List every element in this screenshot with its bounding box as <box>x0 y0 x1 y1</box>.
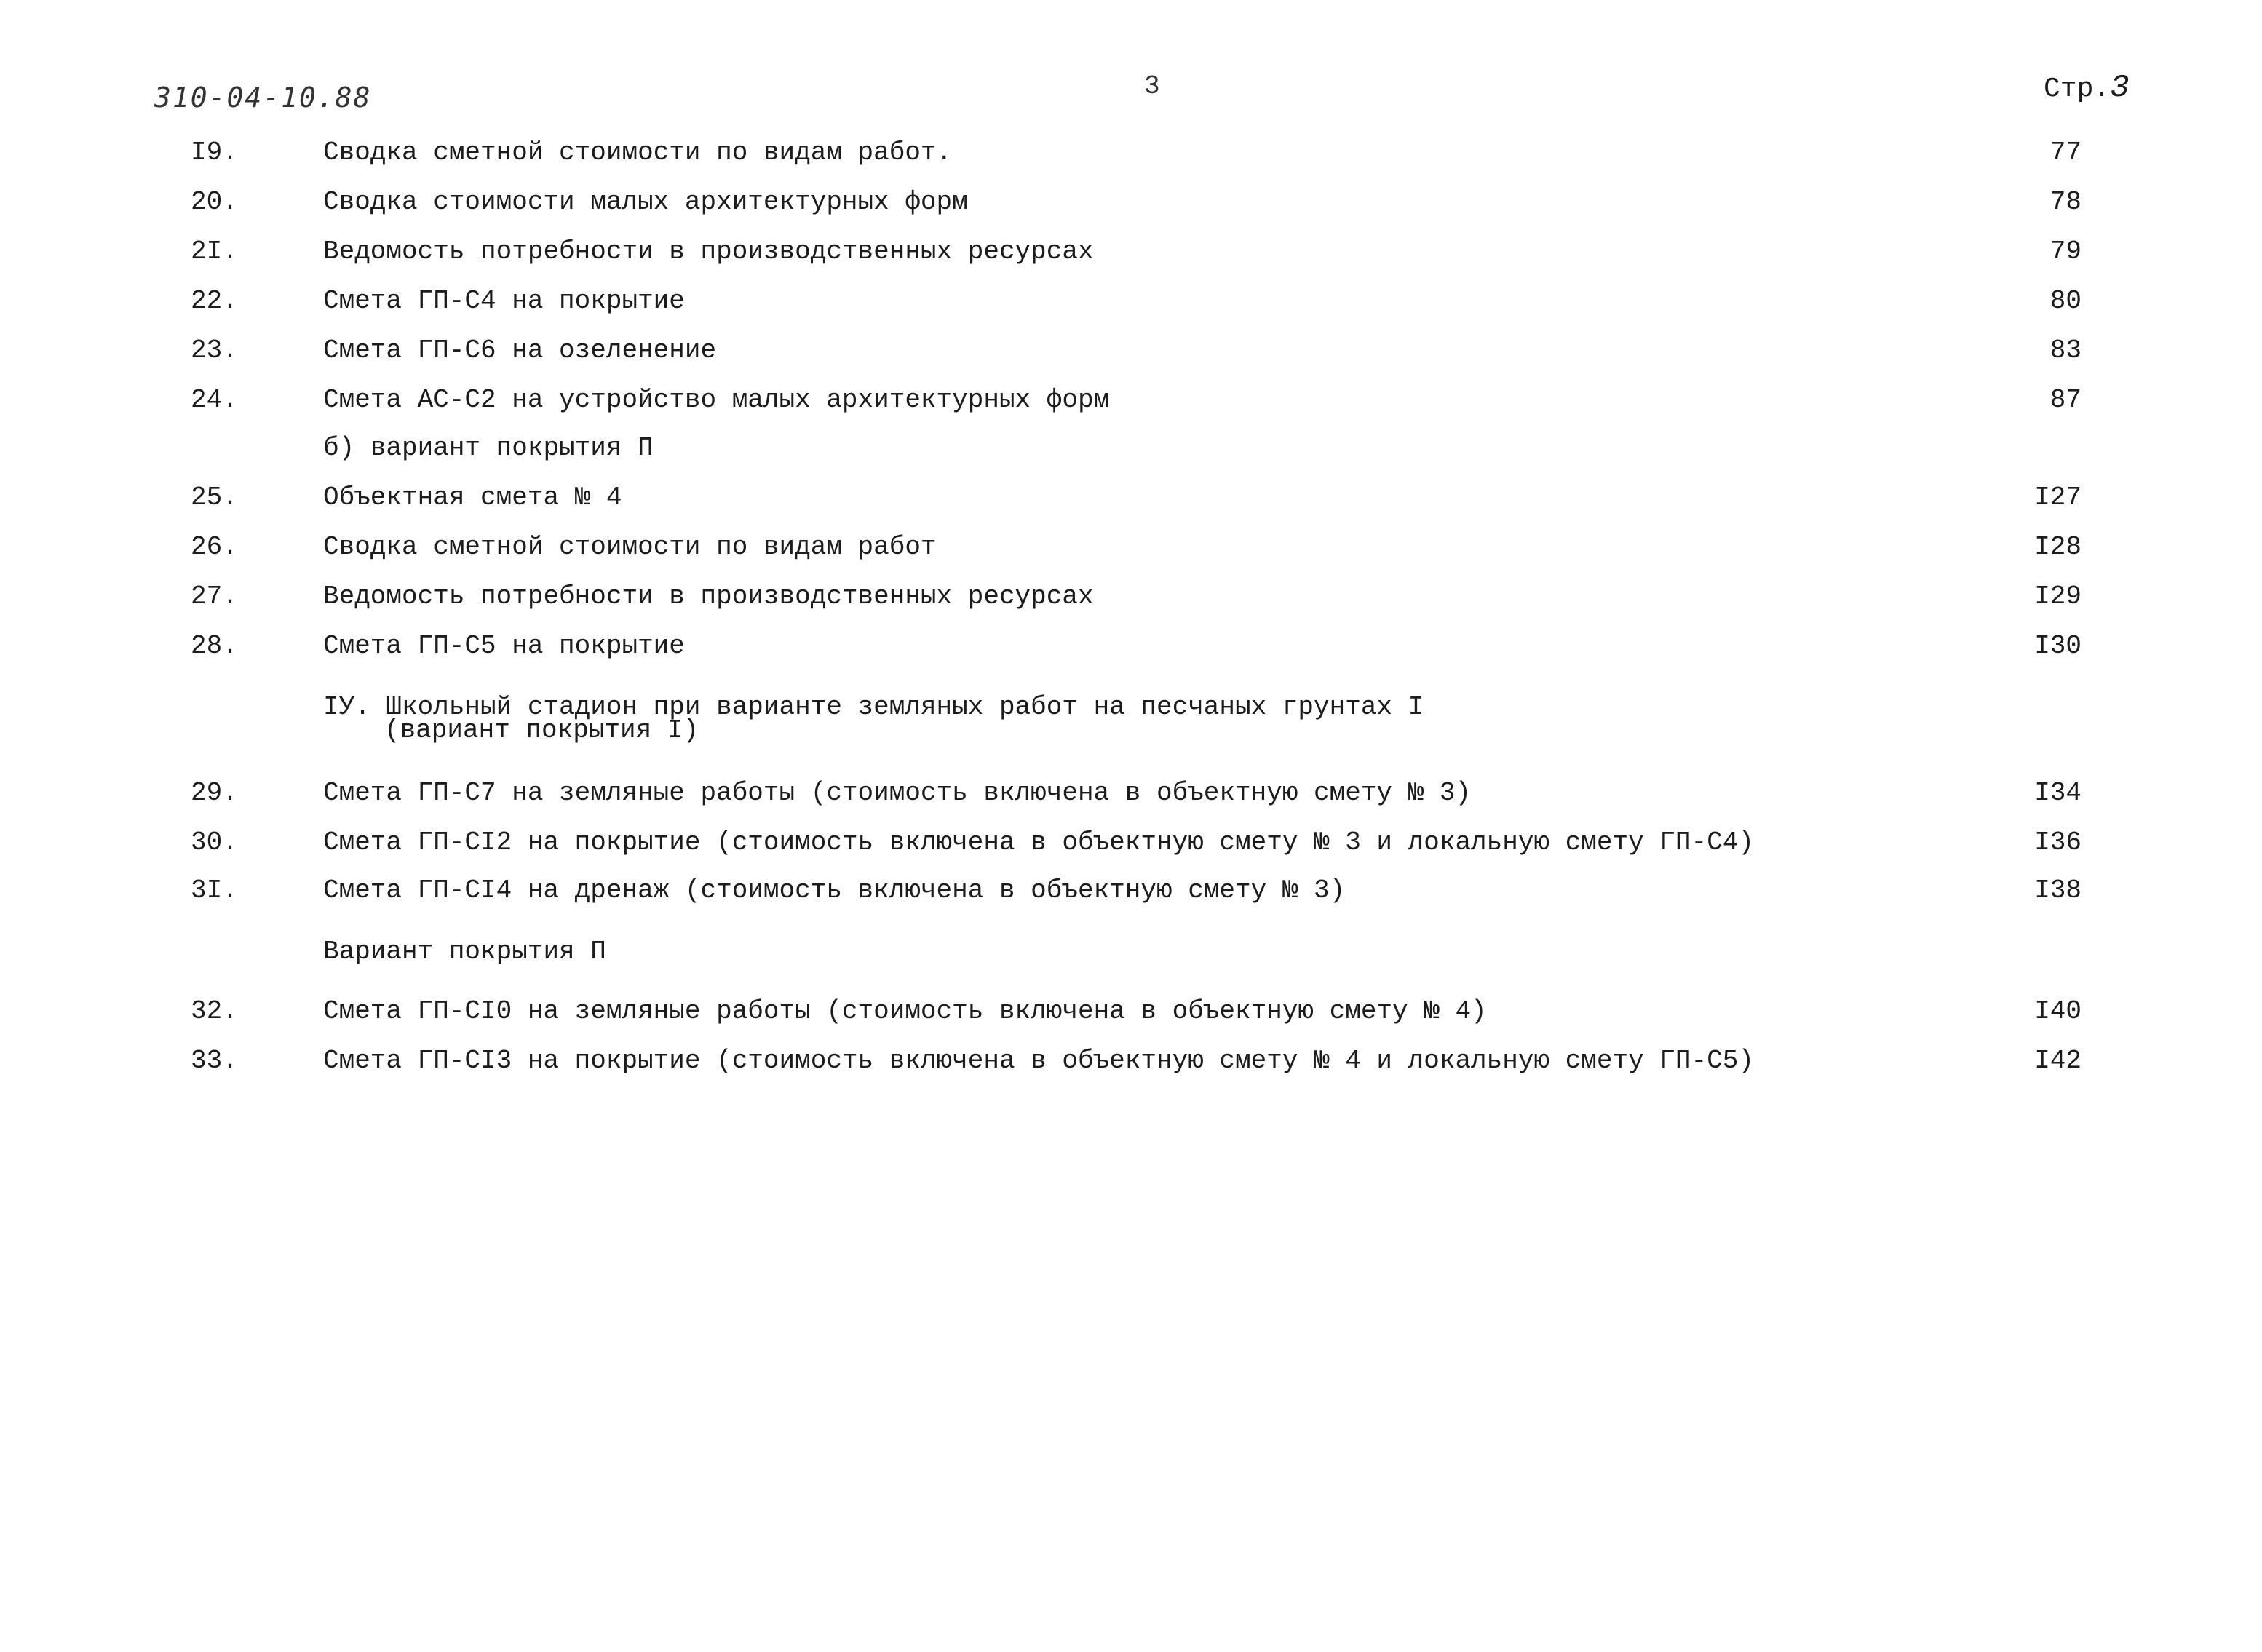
entry-title: Смета ГП-СI4 на дренаж (стоимость включена в объектную смету № 3) <box>323 875 1346 905</box>
entry-page: 79 <box>2049 237 2082 266</box>
entry-number: 29. <box>191 778 238 808</box>
toc-entry <box>0 477 2262 518</box>
section-heading-line2: (вариант покрытия I) <box>384 715 699 745</box>
toc-entry <box>0 870 2262 911</box>
subheading-text: Вариант покрытия П <box>323 937 606 966</box>
entry-title: Сводка сметной стоимости по видам работ <box>323 532 937 562</box>
page-label <box>2044 70 2130 106</box>
page-label-text: Стр. <box>2044 74 2111 105</box>
entry-number: 27. <box>191 581 238 611</box>
entry-page: I28 <box>2034 532 2082 562</box>
toc-entry <box>0 231 2262 272</box>
toc-entry <box>0 773 2262 814</box>
toc-subheading <box>0 932 2262 972</box>
entry-number: 20. <box>191 187 238 217</box>
entry-number: 33. <box>191 1046 238 1076</box>
toc-entry <box>0 330 2262 371</box>
subheading-text: б) вариант покрытия П <box>323 433 654 463</box>
entry-page: I40 <box>2034 996 2082 1026</box>
entry-page: 87 <box>2049 385 2082 415</box>
entry-page: I27 <box>2034 483 2082 512</box>
toc-entry <box>0 576 2262 617</box>
toc-entry <box>0 991 2262 1032</box>
entry-page: 80 <box>2049 286 2082 316</box>
center-page-number: 3 <box>1144 71 1160 101</box>
entry-title: Смета ГП-СI2 на покрытие (стоимость включена в объектную смету № 3 и локальную смету ГП-С4) <box>323 827 1754 857</box>
entry-number: 28. <box>191 631 238 661</box>
toc-entry <box>0 822 2262 863</box>
entry-title: Смета ГП-С4 на покрытие <box>323 286 685 316</box>
toc-entry <box>0 182 2262 223</box>
entry-page: 83 <box>2049 335 2082 365</box>
section-heading-text <box>323 693 1424 745</box>
entry-title: Сводка сметной стоимости по видам работ. <box>323 138 953 167</box>
toc-entry <box>0 626 2262 667</box>
entry-page: I34 <box>2034 778 2082 808</box>
entry-page: I36 <box>2034 827 2082 857</box>
entry-number: 22. <box>191 286 238 316</box>
entry-page: I29 <box>2034 581 2082 611</box>
entry-title: Смета ГП-С6 на озеленение <box>323 335 717 365</box>
entry-number: 3I. <box>191 875 238 905</box>
entry-page: 78 <box>2049 187 2082 217</box>
toc-entry <box>0 380 2262 421</box>
entry-title: Сводка стоимости малых архитектурных форм <box>323 187 968 217</box>
entry-number: 24. <box>191 385 238 415</box>
toc-entry <box>0 1041 2262 1081</box>
section-heading-line1: IУ. Школьный стадион при варианте земляных работ на песчаных грунтах I <box>323 692 1424 722</box>
entry-title: Объектная смета № 4 <box>323 483 622 512</box>
entry-number: I9. <box>191 138 238 167</box>
toc-section-heading <box>0 693 2262 758</box>
entry-number: 32. <box>191 996 238 1026</box>
entry-title: Смета ГП-С5 на покрытие <box>323 631 685 661</box>
page-label-value: 3 <box>2110 70 2130 106</box>
entry-number: 25. <box>191 483 238 512</box>
document-code: 310-04-10.88 <box>154 82 372 114</box>
entry-title: Ведомость потребности в производственных ресурсах <box>323 237 1094 266</box>
entry-page: I30 <box>2034 631 2082 661</box>
entry-number: 2I. <box>191 237 238 266</box>
entry-title: Смета ГП-СI3 на покрытие (стоимость включена в объектную смету № 4 и локальную смету ГП-С5) <box>323 1046 1754 1076</box>
entry-title: Ведомость потребности в производственных ресурсах <box>323 581 1094 611</box>
toc-subheading <box>0 428 2262 469</box>
entry-page: I42 <box>2034 1046 2082 1076</box>
entry-title: Смета ГП-С7 на земляные работы (стоимость включена в объектную смету № 3) <box>323 778 1472 808</box>
entry-page: I38 <box>2034 875 2082 905</box>
entry-number: 23. <box>191 335 238 365</box>
entry-page: 77 <box>2049 138 2082 167</box>
toc-entry <box>0 132 2262 173</box>
entry-title: Смета АС-С2 на устройство малых архитектурных форм <box>323 385 1110 415</box>
entry-number: 30. <box>191 827 238 857</box>
entry-title: Смета ГП-СI0 на земляные работы (стоимость включена в объектную смету № 4) <box>323 996 1487 1026</box>
toc-entry <box>0 281 2262 322</box>
toc-entry <box>0 527 2262 568</box>
entry-number: 26. <box>191 532 238 562</box>
